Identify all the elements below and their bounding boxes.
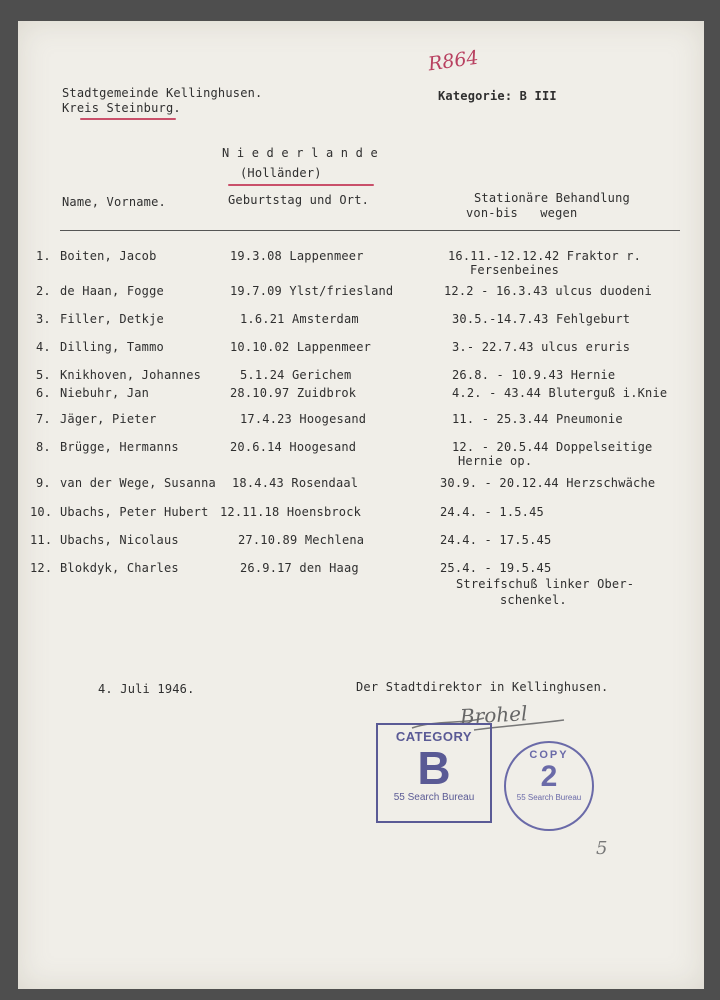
row-num: 4. (36, 340, 51, 354)
row-name: Knikhoven, Johannes (60, 368, 202, 382)
row-num: 11. (30, 533, 53, 547)
signature-text: Brohel (459, 701, 529, 729)
row-treatment: 26.8. - 10.9.43 Hernie (452, 368, 616, 382)
header-rule (60, 230, 680, 231)
row-name: Dilling, Tammo (60, 340, 164, 354)
row-num: 3. (36, 312, 51, 326)
row-name: de Haan, Fogge (60, 284, 164, 298)
document-date: 4. Juli 1946. (98, 682, 195, 696)
municipality-line: Stadtgemeinde Kellinghusen. (62, 86, 263, 100)
district-line: Kreis Steinburg. (62, 101, 181, 115)
category-stamp-title: CATEGORY (395, 729, 473, 744)
row-treatment: 12. - 20.5.44 Doppelseitige (452, 440, 653, 454)
row-birth: 1.6.21 Amsterdam (240, 312, 359, 326)
category-stamp (376, 723, 492, 823)
column-birth-header: Geburtstag und Ort. (228, 193, 370, 207)
row-treatment-cont: Streifschuß linker Ober- (456, 577, 635, 591)
row-birth: 27.10.89 Mechlena (238, 533, 365, 547)
row-treatment: 3.- 22.7.43 ulcus eruris (452, 340, 631, 354)
row-name: Jäger, Pieter (60, 412, 157, 426)
category-label: Kategorie: B III (438, 89, 557, 103)
row-treatment: 16.11.-12.12.42 Fraktor r. (448, 249, 642, 263)
row-name: Boiten, Jacob (60, 249, 157, 263)
row-birth: 17.4.23 Hoogesand (240, 412, 367, 426)
row-treatment: 30.9. - 20.12.44 Herzschwäche (440, 476, 656, 490)
row-num: 8. (36, 440, 51, 454)
copy-stamp-number: 2 (540, 760, 558, 793)
copy-stamp-bureau: 55 Search Bureau (516, 793, 582, 802)
row-num: 7. (36, 412, 51, 426)
row-treatment: 24.4. - 17.5.45 (440, 533, 552, 547)
row-num: 6. (36, 386, 51, 400)
column-name-header: Name, Vorname. (62, 195, 166, 209)
nationality-subtitle: (Holländer) (240, 166, 322, 180)
copy-stamp (504, 741, 594, 831)
row-birth: 28.10.97 Zuidbrok (230, 386, 357, 400)
handwritten-mark: 5 (596, 838, 608, 859)
signatory-line: Der Stadtdirektor in Kellinghusen. (356, 680, 609, 694)
red-underline-district (80, 118, 176, 120)
row-num: 9. (36, 476, 51, 490)
row-treatment-cont: Fersenbeines (470, 263, 560, 277)
row-birth: 20.6.14 Hoogesand (230, 440, 357, 454)
row-birth: 5.1.24 Gerichem (240, 368, 352, 382)
row-treatment: 25.4. - 19.5.45 (440, 561, 552, 575)
row-birth: 10.10.02 Lappenmeer (230, 340, 372, 354)
row-num: 12. (30, 561, 53, 575)
row-name: Filler, Detkje (60, 312, 164, 326)
row-birth: 19.7.09 Ylst/friesland (230, 284, 394, 298)
column-treatment-header-1: Stationäre Behandlung (474, 191, 630, 205)
row-num: 1. (36, 249, 51, 263)
row-name: Blokdyk, Charles (60, 561, 179, 575)
row-treatment: 11. - 25.3.44 Pneumonie (452, 412, 623, 426)
row-num: 5. (36, 368, 51, 382)
row-treatment: 12.2 - 16.3.43 ulcus duodeni (444, 284, 652, 298)
row-treatment: 30.5.-14.7.43 Fehlgeburt (452, 312, 631, 326)
row-birth: 19.3.08 Lappenmeer (230, 249, 364, 263)
row-birth: 12.11.18 Hoensbrock (220, 505, 362, 519)
column-treatment-header-2: von-bis wegen (466, 206, 578, 220)
row-name: Brügge, Hermanns (60, 440, 179, 454)
row-name: Ubachs, Nicolaus (60, 533, 179, 547)
row-num: 10. (30, 505, 53, 519)
country-title: N i e d e r l a n d e (222, 146, 378, 160)
row-birth: 26.9.17 den Haag (240, 561, 359, 575)
row-name: van der Wege, Susanna (60, 476, 216, 490)
row-treatment-cont: Hernie op. (458, 454, 533, 468)
row-num: 2. (36, 284, 51, 298)
row-name: Niebuhr, Jan (60, 386, 150, 400)
row-name: Ubachs, Peter Hubert (60, 505, 209, 519)
row-treatment: 24.4. - 1.5.45 (440, 505, 544, 519)
category-stamp-bureau: 55 Search Bureau (393, 792, 475, 803)
handwritten-annotation: R864 (426, 46, 480, 76)
row-treatment: 4.2. - 43.44 Bluterguß i.Knie (452, 386, 668, 400)
row-birth: 18.4.43 Rosendaal (232, 476, 359, 490)
row-treatment-cont: schenkel. (500, 593, 567, 607)
red-underline-title (228, 184, 374, 186)
category-stamp-letter: B (417, 742, 451, 794)
copy-stamp-title: COPY (529, 749, 569, 761)
